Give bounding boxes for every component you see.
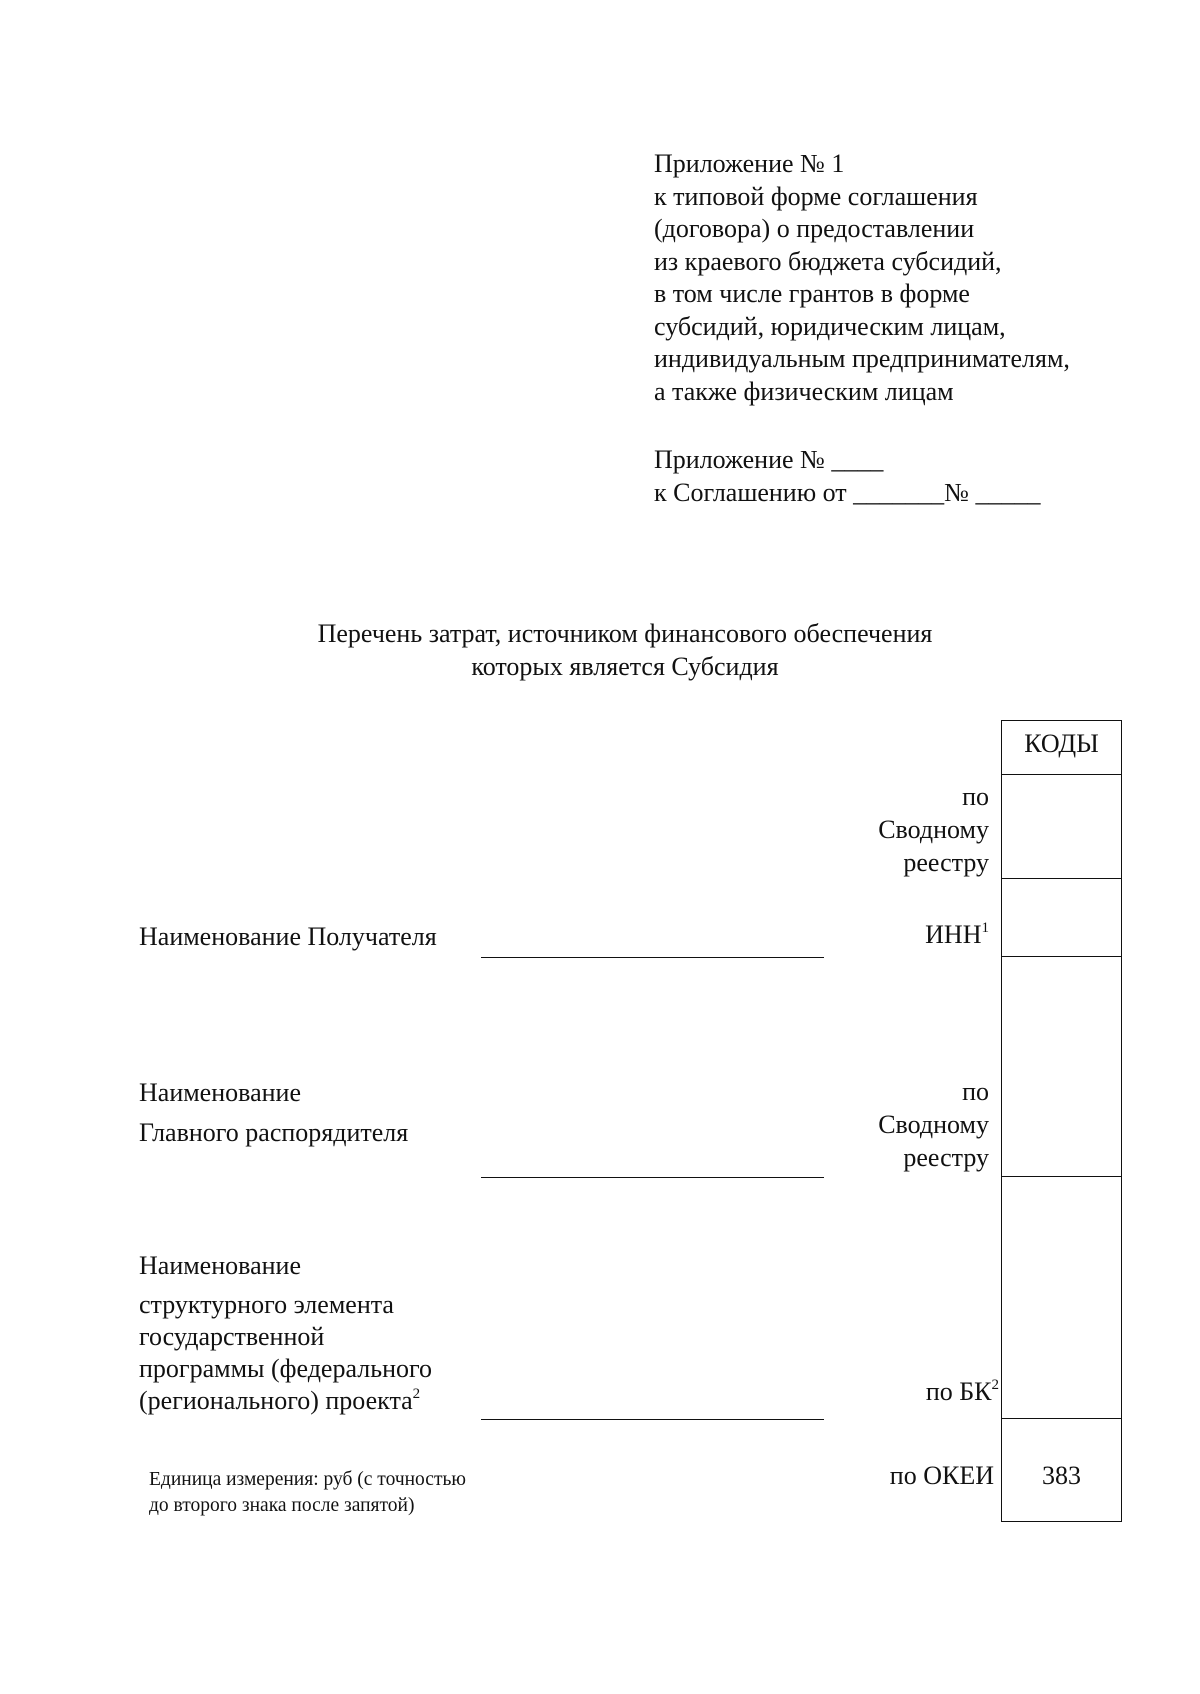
structural-element-label-4: программы (федерального <box>139 1354 432 1383</box>
appendix-header <box>654 148 1070 408</box>
main-manager-registry-label: по Сводному реестру <box>878 1077 989 1172</box>
appendix-line: индивидуальным предпринимателям, <box>654 344 1070 373</box>
main-manager-name-field[interactable] <box>481 1177 824 1178</box>
codes-divider <box>1001 956 1122 957</box>
inn-label: ИНН$^1$ <box>925 920 989 949</box>
codes-divider <box>1001 774 1122 775</box>
codes-divider <box>1001 1418 1122 1419</box>
footnote-marker: 2 <box>991 1377 999 1393</box>
appendix-line: Приложение № 1 <box>654 149 845 178</box>
codes-divider <box>1001 1176 1122 1177</box>
structural-element-label-1: Наименование <box>139 1251 301 1280</box>
main-manager-label-1: Наименование <box>139 1078 301 1107</box>
recipient-registry-label: по Сводному реестру <box>878 782 989 877</box>
codes-table <box>1001 720 1122 1522</box>
structural-element-label-3: государственной <box>139 1322 325 1351</box>
okei-code-value: 383 <box>1042 1461 1081 1490</box>
codes-divider <box>1001 878 1122 879</box>
appendix-line: к типовой форме соглашения <box>654 181 978 211</box>
appendix-line: из краевого бюджета субсидий, <box>654 246 1002 276</box>
appendix-line: субсидий, юридическим лицам, <box>654 311 1006 341</box>
structural-element-name-field[interactable] <box>481 1419 824 1420</box>
codes-header: КОДЫ <box>1024 729 1099 758</box>
footnote-marker: 1 <box>981 920 989 936</box>
structural-element-label-2: структурного элемента <box>139 1290 394 1319</box>
bk-code-label: по $БК^2$ <box>925 1377 999 1406</box>
appendix-line: а также физическим лицам <box>654 376 954 406</box>
unit-of-measure: Единица измерения: руб (с точностью до второго знака после запятой) <box>149 1469 466 1516</box>
okei-label: по ОКЕИ <box>889 1461 994 1490</box>
title-line-1: Перечень затрат, источником финансового обеспечения <box>317 619 933 648</box>
appendix-line: (договора) о предоставлении <box>654 214 975 243</box>
agreement-appendix-date: к Соглашению от _______№ _____ <box>654 478 1041 507</box>
appendix-line: в том числе грантов в форме <box>654 279 970 308</box>
title-line-2: которых является Субсидия <box>471 652 779 681</box>
agreement-appendix <box>654 443 1040 509</box>
recipient-name-field[interactable] <box>481 957 824 958</box>
document-title <box>0 617 1200 683</box>
structural-element-label-5: (регионального) проекта$^2$ <box>139 1386 421 1415</box>
recipient-name-label: Наименование Получателя <box>139 922 437 951</box>
agreement-appendix-number: Приложение № ____ <box>654 445 884 474</box>
footnote-marker: 2 <box>412 1386 421 1402</box>
main-manager-label-2: Главного распорядителя <box>139 1118 409 1147</box>
